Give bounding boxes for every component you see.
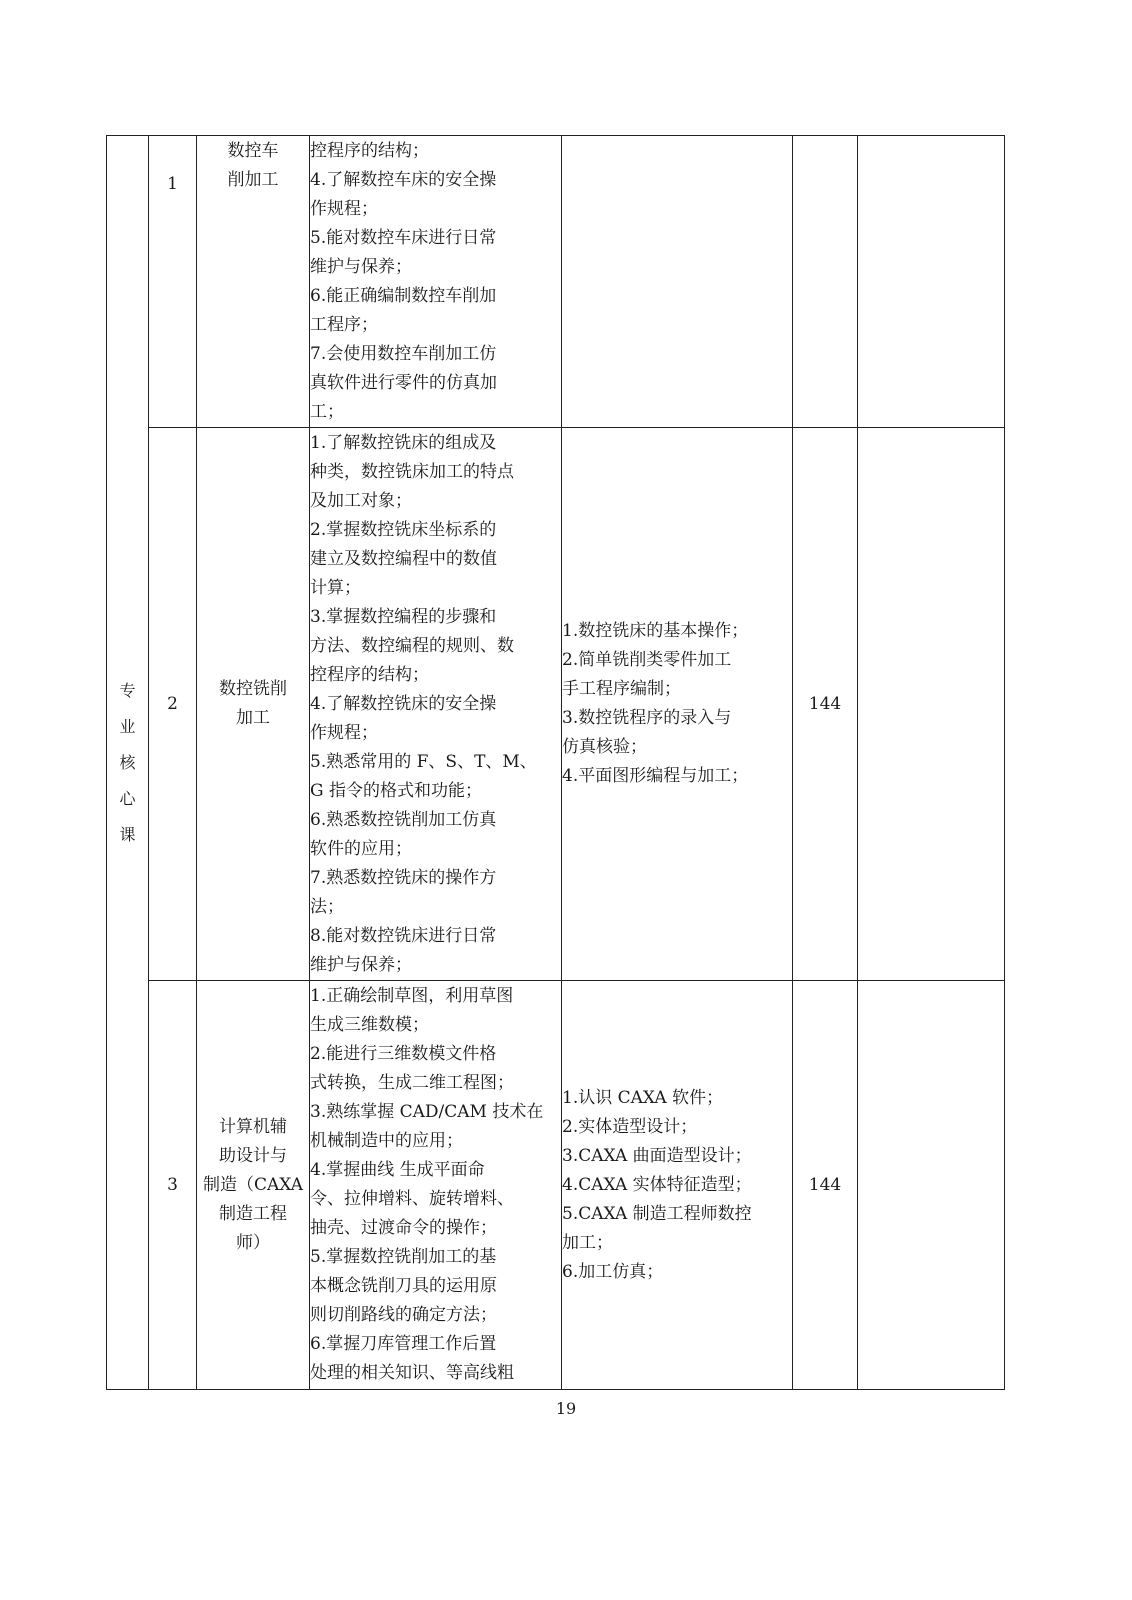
row-number: 2 <box>149 428 197 981</box>
hours-cell: 144 <box>793 981 858 1390</box>
course-name: 数控铣削 加工 <box>197 428 310 981</box>
hours-cell: 144 <box>793 428 858 981</box>
training-items: 1.数控铣床的基本操作； 2.简单铣削类零件加工 手工程序编制； 3.数控铣程序的录入与 仿真核验； 4.平面图形编程与加工； <box>562 428 793 981</box>
table-row-3 <box>107 981 1005 1390</box>
table-row-2 <box>107 428 1005 981</box>
category-cell <box>107 136 149 1390</box>
notes-cell <box>858 136 1005 428</box>
course-table <box>106 135 1005 1390</box>
course-content: 1.正确绘制草图，利用草图 生成三维数模； 2.能进行三维数模文件格 式转换，生成二维工程图； 3.熟练掌握 CAD/CAM 技术在 机械制造中的应用； 4.掌握曲线 生成平面命 令、拉伸增料、旋转增料、 抽壳、过渡命令的操作； 5.掌握数控铣削加工的基 本概念铣削刀具的运用原 则切削路线的确定方法； 6.掌握刀库管理工作后置 处理的相关知识、等高线粗 <box>310 981 562 1390</box>
row-number: 1 <box>149 136 197 428</box>
category-label: 专 业 核 心 课 <box>119 680 136 844</box>
course-name: 计算机辅 助设计与 制造（CAXA 制造工程 师） <box>197 981 310 1390</box>
table-row-1 <box>107 136 1005 428</box>
training-items: 1.认识 CAXA 软件； 2.实体造型设计； 3.CAXA 曲面造型设计； 4.CAXA 实体特征造型； 5.CAXA 制造工程师数控 加工； 6.加工仿真； <box>562 981 793 1390</box>
course-content: 1.了解数控铣床的组成及 种类，数控铣床加工的特点 及加工对象； 2.掌握数控铣床坐标系的 建立及数控编程中的数值 计算； 3.掌握数控编程的步骤和 方法、数控编程的规则、数 控程序的结构； 4.了解数控铣床的安全操 作规程； 5.熟悉常用的 F、S、T、M、 G 指令的格式和功能； 6.熟悉数控铣削加工仿真 软件的应用； 7.熟悉数控铣床的操作方 法； 8.能对数控铣床进行日常 维护与保养； <box>310 428 562 981</box>
row-number: 3 <box>149 981 197 1390</box>
page-number: 19 <box>555 1399 577 1418</box>
notes-cell <box>858 428 1005 981</box>
notes-cell <box>858 981 1005 1390</box>
course-content: 控程序的结构； 4.了解数控车床的安全操 作规程； 5.能对数控车床进行日常 维护与保养； 6.能正确编制数控车削加 工程序； 7.会使用数控车削加工仿 真软件进行零件的仿真加 工； <box>310 136 562 428</box>
course-name: 数控车 削加工 <box>197 136 310 428</box>
training-items <box>562 136 793 428</box>
hours-cell <box>793 136 858 428</box>
